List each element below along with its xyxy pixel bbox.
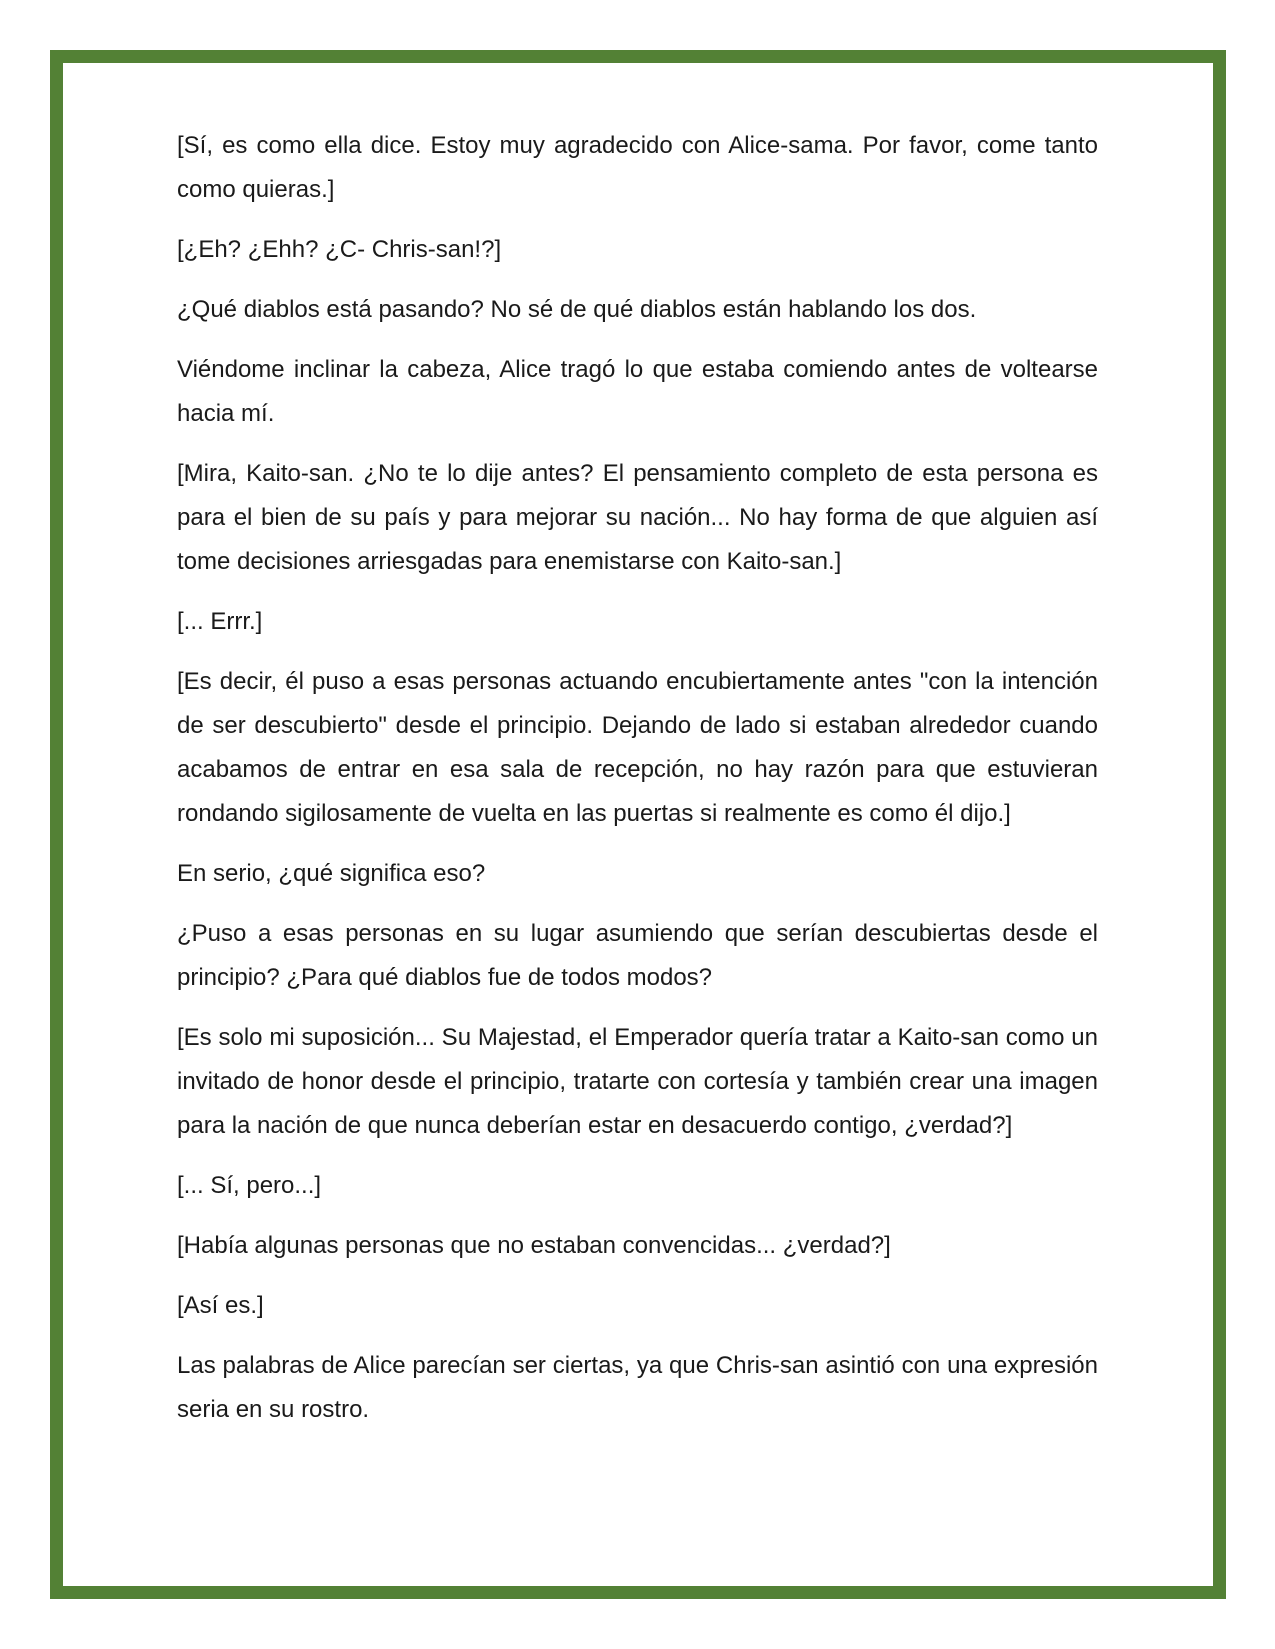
paragraph: Viéndome inclinar la cabeza, Alice tragó lo que estaba comiendo antes de voltearse hacia mí. [177,356,1098,427]
paragraph: [Había algunas personas que no estaban convencidas... ¿verdad?] [177,1232,891,1259]
paragraph: [... Errr.] [177,608,263,635]
paragraph: ¿Qué diablos está pasando? No sé de qué diablos están hablando los dos. [177,296,977,323]
paragraph: [¿Eh? ¿Ehh? ¿C- Chris-san!?] [177,236,502,263]
paragraph: [Es decir, él puso a esas personas actuando encubiertamente antes "con la intención de ser descubierto" desde el principio. Dejando de lado si estaban alrededor cuando acabamos de entrar en esa sala de recepción, no hay razón para que estuvieran rondando sigilosamente de vuelta en las puertas si realmente es como él dijo.] [177,668,1098,827]
paragraph: [Sí, es como ella dice. Estoy muy agradecido con Alice-sama. Por favor, come tanto como quieras.] [177,132,1098,203]
paragraph: Las palabras de Alice parecían ser ciertas, ya que Chris-san asintió con una expresión seria en su rostro. [177,1352,1098,1423]
document-body [177,124,1098,1448]
paragraph: [... Sí, pero...] [177,1172,322,1199]
paragraph: ¿Puso a esas personas en su lugar asumiendo que serían descubiertas desde el principio? ¿Para qué diablos fue de todos modos? [177,920,1098,991]
paragraph: [Es solo mi suposición... Su Majestad, el Emperador quería tratar a Kaito-san como un invitado de honor desde el principio, tratarte con cortesía y también crear una imagen para la nación de que nunca deberían estar en desacuerdo contigo, ¿verdad?] [177,1024,1098,1139]
paragraph: [Así es.] [177,1292,264,1319]
paragraph: En serio, ¿qué significa eso? [177,860,486,887]
paragraph: [Mira, Kaito-san. ¿No te lo dije antes? El pensamiento completo de esta persona es para el bien de su país y para mejorar su nación... No hay forma de que alguien así tome decisiones arriesgadas para enemistarse con Kaito-san.] [177,460,1098,575]
